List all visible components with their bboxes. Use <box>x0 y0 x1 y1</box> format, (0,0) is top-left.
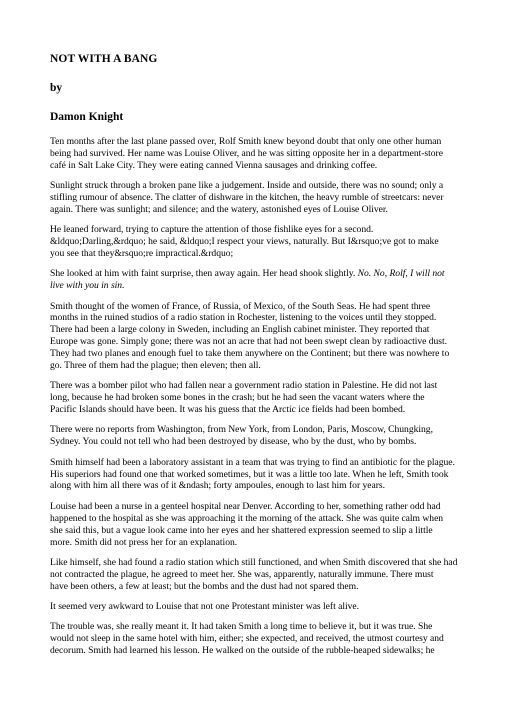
text-line: He leaned forward, trying to capture the attention of those fishlike eyes for a second. <box>50 224 374 236</box>
paragraph-1 <box>50 136 464 172</box>
text-line: The trouble was, she really meant it. It had taken Smith a long time to believe it, but it was true. She <box>50 621 433 633</box>
byline-label: by <box>50 82 63 94</box>
paragraph-7 <box>50 424 464 448</box>
text-line: Smith himself had been a laboratory assistant in a team that was trying to find an antibiotic for the plague. <box>50 456 455 468</box>
text-line: she said this, but a vague look came into her eyes and her shattered expression seemed to slip a little <box>50 524 433 536</box>
text-line: There had been a large colony in Sweden, including an English cabinet minister. They reported that <box>50 324 430 336</box>
text-line: not contracted the plague, he agreed to meet her. She was, apparently, naturally immune. There must <box>50 568 434 580</box>
plain-text: She looked at him with faint surprise, then away again. Her head shook slightly. <box>50 268 358 280</box>
text-line: Pacific Islands should have been. It was his guess that the Arctic ice fields had been bombed. <box>50 404 406 416</box>
document-page <box>50 52 464 665</box>
text-line: you see that they&rsquo;re impractical.&rdquo; <box>50 248 234 260</box>
text-line: Smith thought of the women of France, of Russia, of Mexico, of the South Seas. He had spent three <box>50 300 431 312</box>
text-line: Ten months after the last plane passed over, Rolf Smith knew beyond doubt that only one other human <box>50 136 442 147</box>
text-line: His superiors had found one that worked sometimes, but it was a little too late. When he left, Smith took <box>50 468 449 480</box>
text-line: There was a bomber pilot who had fallen near a government radio station in Palestine. He did not last <box>50 380 438 392</box>
paragraph-3 <box>50 224 464 260</box>
text-line <box>50 280 464 292</box>
author-name: Damon Knight <box>50 111 124 123</box>
text-line: would not sleep in the same hotel with him, either; she expected, and received, the utmost courtesy and <box>50 633 444 645</box>
italic-text: No. No, Rolf, I will not <box>357 268 445 280</box>
text-line: being had survived. Her name was Louise Oliver, and he was sitting opposite her in a department-store <box>50 147 443 159</box>
story-title: NOT WITH A BANG <box>50 53 158 65</box>
text-line: &ldquo;Darling,&rdquo; he said, &ldquo;I respect your views, naturally. But I&rsquo;ve got to make <box>50 236 439 248</box>
text-line: stifling rumour of absence. The clatter of dishware in the kitchen, the heavy rumble of streetcars: never <box>50 192 444 204</box>
paragraph-10 <box>50 557 464 593</box>
text-line: more. Smith did not press her for an explanation. <box>50 536 238 548</box>
paragraph-5 <box>50 301 464 372</box>
text-line: again. There was sunlight; and silence; and the watery, astonished eyes of Louise Oliver. <box>50 203 388 215</box>
paragraph-11 <box>50 601 464 613</box>
text-line: go. Three of them had the plague; then eleven; then all. <box>50 360 261 372</box>
paragraph-2 <box>50 180 464 216</box>
text-line: Louise had been a nurse in a genteel hospital near Denver. According to her, something rather odd had <box>50 500 441 512</box>
italic-text: live with you in sin. <box>50 280 125 292</box>
text-line: Like himself, she had found a radio station which still functioned, and when Smith discovered that she had <box>50 556 458 568</box>
text-line: café in Salt Lake City. They were eating canned Vienna sausages and drinking coffee. <box>50 159 378 171</box>
paragraph-8 <box>50 457 464 493</box>
paragraph-12 <box>50 621 464 657</box>
text-line: It seemed very awkward to Louise that not one Protestant minister was left alive. <box>50 600 360 612</box>
text-line: Europe was gone. Simply gone; there was not an acre that had not been swept clean by radioactive dust. <box>50 336 448 348</box>
text-line: They had two planes and enough fuel to take them anywhere on the Continent; but there was nowhere to <box>50 348 450 360</box>
text-line: months in the ruined studios of a radio station in Rochester, listening to the voices until they stopped. <box>50 312 437 324</box>
text-line: Sydney. You could not tell who had been destroyed by disease, who by the dust, who by bombs. <box>50 436 417 448</box>
paragraph-4 <box>50 268 464 292</box>
text-line <box>50 268 464 280</box>
text-line: happened to the hospital as she was approaching it the morning of the attack. She was quite calm when <box>50 512 444 524</box>
text-line: decorum. Smith had learned his lesson. He walked on the outside of the rubble-heaped sidewalks; he <box>50 645 435 657</box>
text-line: have been others, a few at least; but the bombs and the dust had not spared them. <box>50 580 359 592</box>
text-line: There were no reports from Washington, from New York, from London, Paris, Moscow, Chungking, <box>50 424 433 436</box>
paragraph-6 <box>50 380 464 416</box>
paragraph-9 <box>50 501 464 549</box>
text-line: Sunlight struck through a broken pane like a judgement. Inside and outside, there was no sound; only a <box>50 180 444 192</box>
text-line: long, because he had broken some bones in the crash; but he had seen the vacant waters where the <box>50 392 425 404</box>
text-line: along with him all there was of it &ndash; forty ampoules, enough to last him for years. <box>50 480 386 492</box>
